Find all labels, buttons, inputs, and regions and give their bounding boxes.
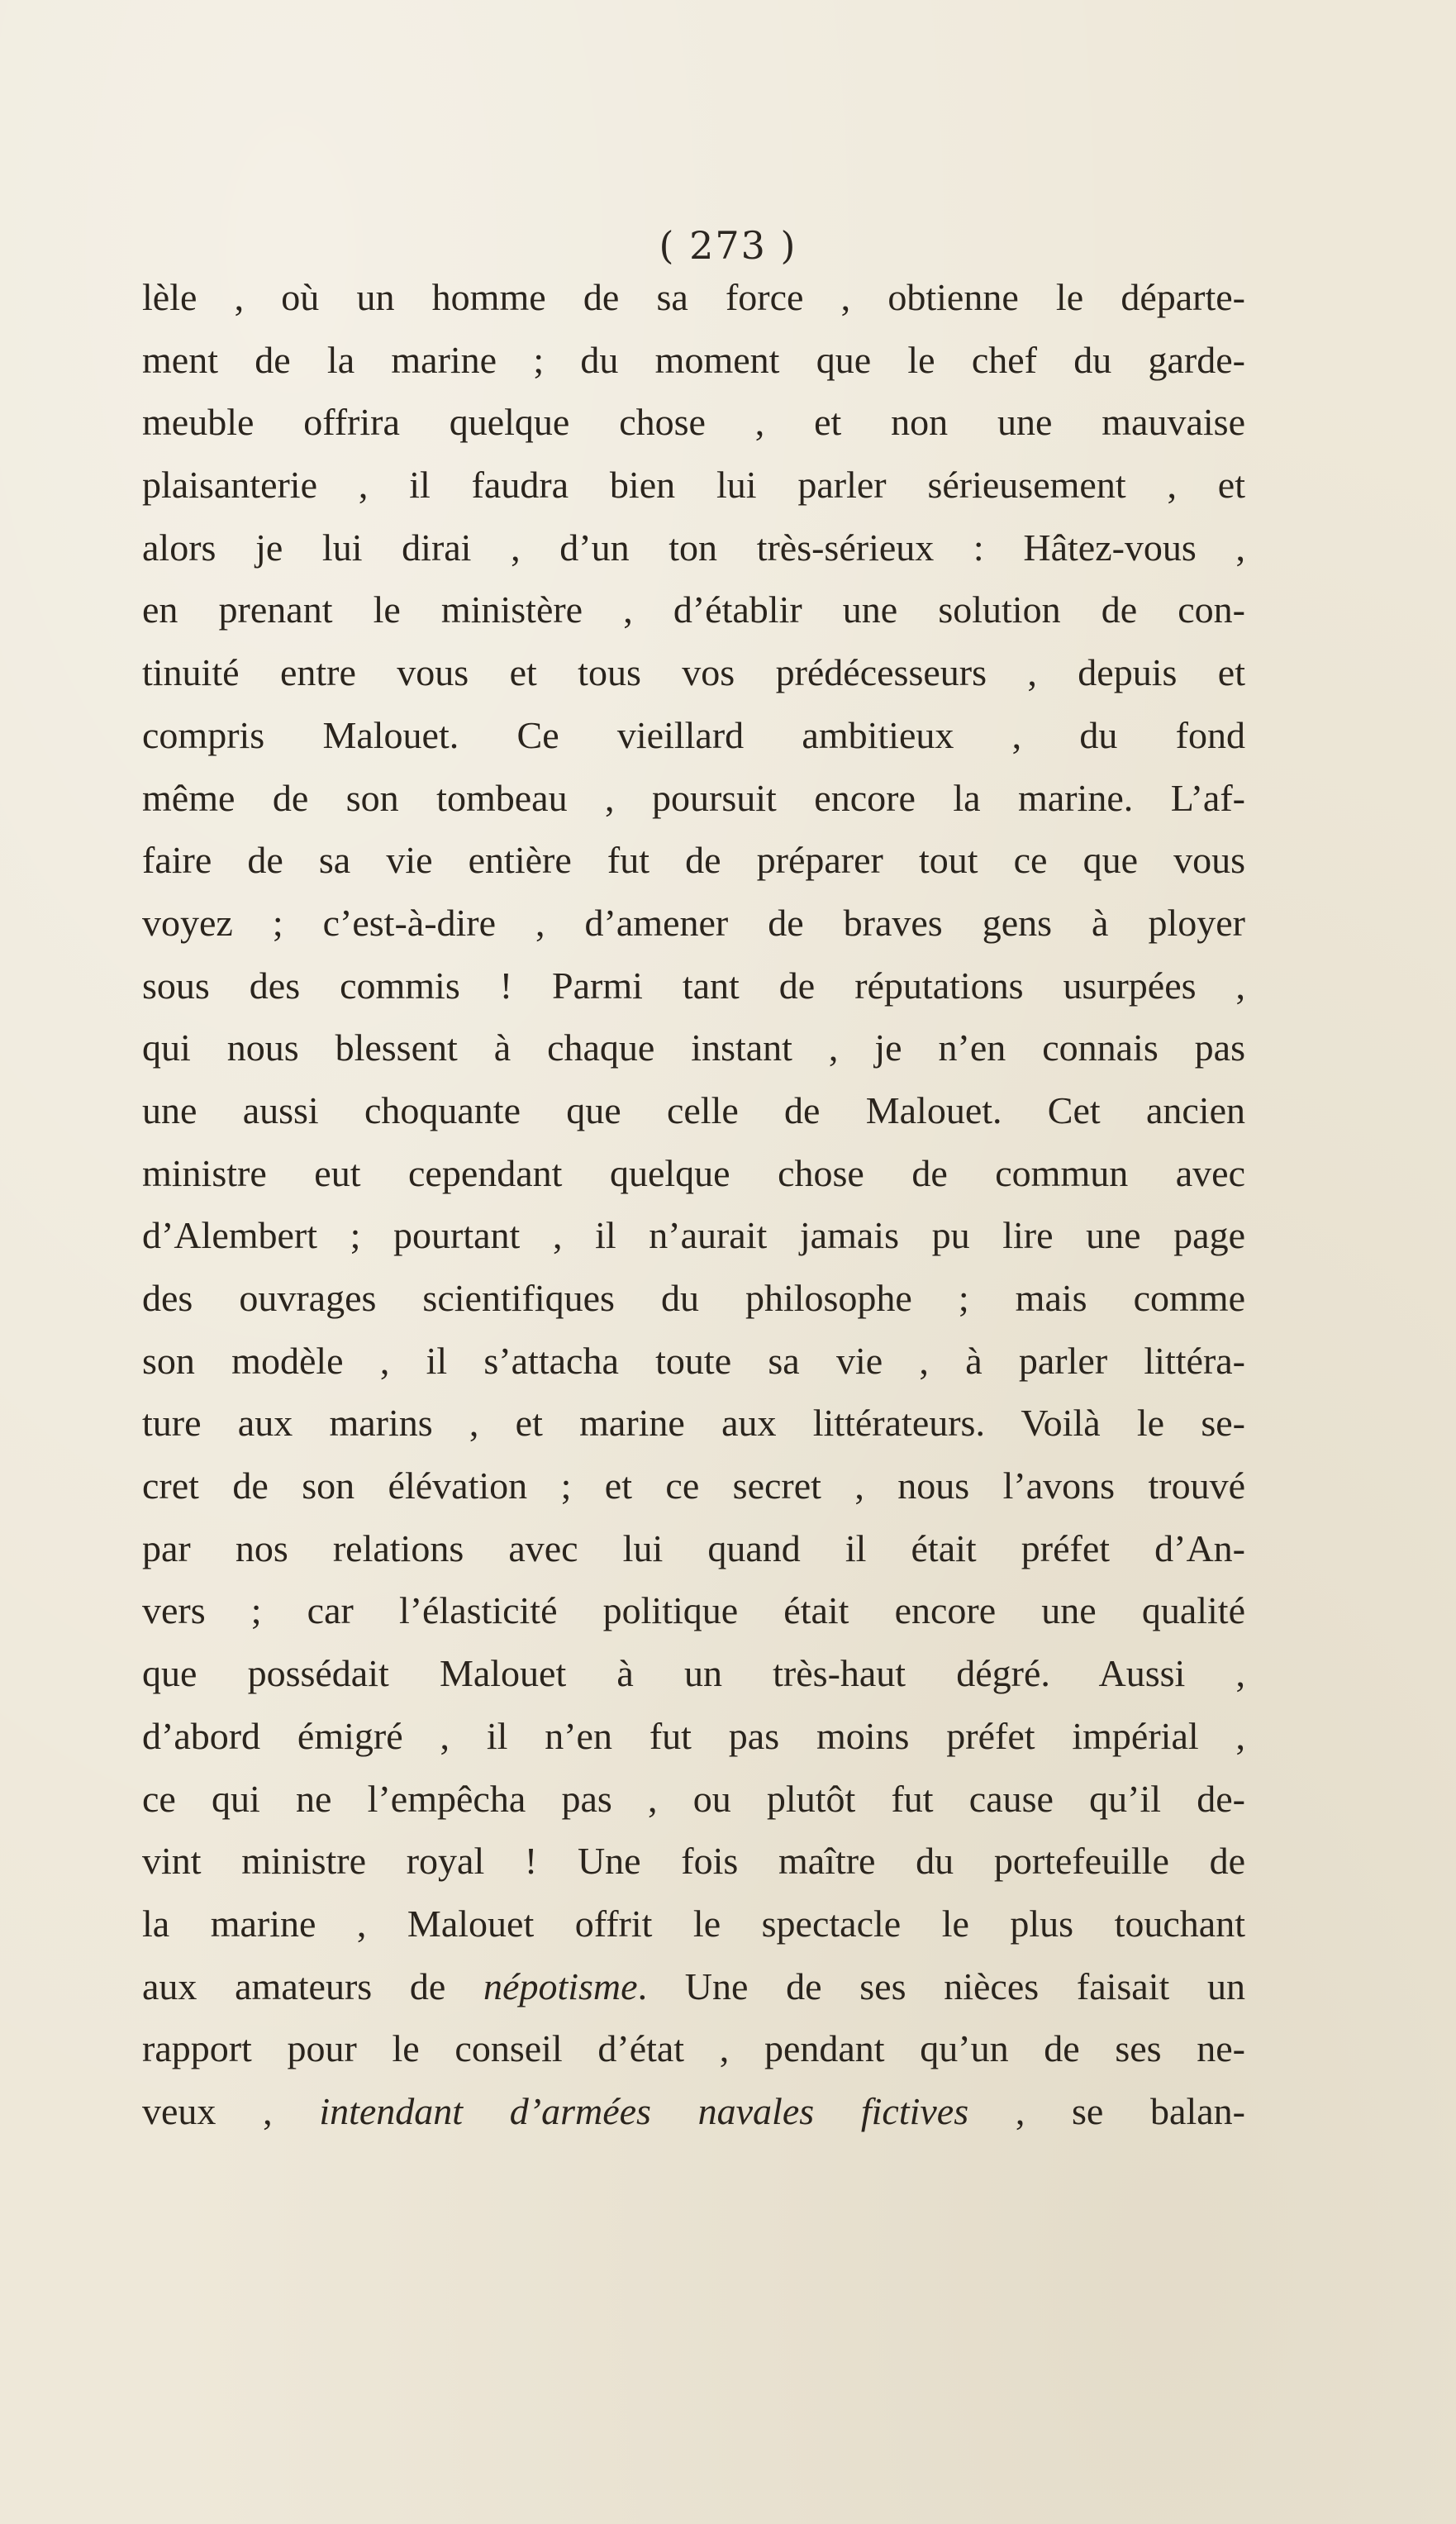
text-line-4: plaisanterie , il faudra bien lui parler sérieusement , et	[142, 464, 1245, 507]
text-line-15: ministre eut cependant quelque chose de commun avec	[142, 1151, 1245, 1194]
text-line-30-italic: intendant d’armées navales fictives	[319, 2089, 969, 2132]
text-line-11: voyez ; c’est-à-dire , d’amener de braves gens à ployer	[142, 901, 1245, 944]
text-line-23: que possédait Malouet à un très-haut dégré. Aussi ,	[142, 1652, 1245, 1695]
text-line-18: son modèle , il s’attacha toute sa vie , à parler littéra-	[142, 1339, 1245, 1382]
page-number: ( 273 )	[659, 223, 797, 268]
text-line-7: tinuité entre vous et tous vos prédécesseurs , depuis et	[142, 651, 1245, 694]
text-line-28-italic: népotisme	[483, 1964, 638, 2007]
text-line-2: ment de la marine ; du moment que le chef du garde-	[142, 338, 1245, 381]
text-line-10: faire de sa vie entière fut de préparer tout ce que vous	[142, 839, 1245, 882]
text-line-16: d’Alembert ; pourtant , il n’aurait jamais pu lire une page	[142, 1214, 1245, 1257]
text-line-22: vers ; car l’élasticité politique était encore une qualité	[142, 1589, 1245, 1632]
text-line-30-after: , se balan-	[968, 2089, 1245, 2132]
text-line-5: alors je lui dirai , d’un ton très-sérieux : Hâtez-vous ,	[142, 526, 1245, 569]
text-line-28-after: . Une de ses nièces faisait un	[637, 1964, 1245, 2007]
text-line-30	[142, 2080, 1245, 2143]
text-line-28	[142, 1955, 1245, 2018]
text-line-1: lèle , où un homme de sa force , obtienne le départe-	[142, 276, 1245, 318]
text-line-28-before: aux amateurs de	[142, 1964, 484, 2007]
text-line-14: une aussi choquante que celle de Malouet. Cet ancien	[142, 1088, 1245, 1131]
text-line-6: en prenant le ministère , d’établir une solution de con-	[142, 588, 1245, 631]
text-line-3: meuble offrira quelque chose , et non une mauvaise	[142, 401, 1245, 444]
text-line-27: la marine , Malouet offrit le spectacle le plus touchant	[142, 1902, 1245, 1945]
text-line-12: sous des commis ! Parmi tant de réputations usurpées ,	[142, 964, 1245, 1007]
text-line-13: qui nous blessent à chaque instant , je n’en connais pas	[142, 1026, 1245, 1069]
text-line-26: vint ministre royal ! Une fois maître du portefeuille de	[142, 1840, 1245, 1883]
text-line-19: ture aux marins , et marine aux littérateurs. Voilà le se-	[142, 1402, 1245, 1445]
text-line-17: des ouvrages scientifiques du philosophe ; mais comme	[142, 1277, 1245, 1319]
text-line-9: même de son tombeau , poursuit encore la marine. L’af-	[142, 776, 1245, 819]
body-text	[142, 266, 1245, 2143]
text-line-21: par nos relations avec lui quand il était préfet d’An-	[142, 1526, 1245, 1569]
text-line-25: ce qui ne l’empêcha pas , ou plutôt fut cause qu’il de-	[142, 1777, 1245, 1820]
text-line-24: d’abord émigré , il n’en fut pas moins préfet impérial ,	[142, 1714, 1245, 1757]
text-line-30-before: veux ,	[142, 2089, 320, 2132]
text-line-8: compris Malouet. Ce vieillard ambitieux , du fond	[142, 713, 1245, 756]
text-line-20: cret de son élévation ; et ce secret , nous l’avons trouvé	[142, 1464, 1245, 1507]
text-line-29: rapport pour le conseil d’état , pendant qu’un de ses ne-	[142, 2027, 1245, 2070]
